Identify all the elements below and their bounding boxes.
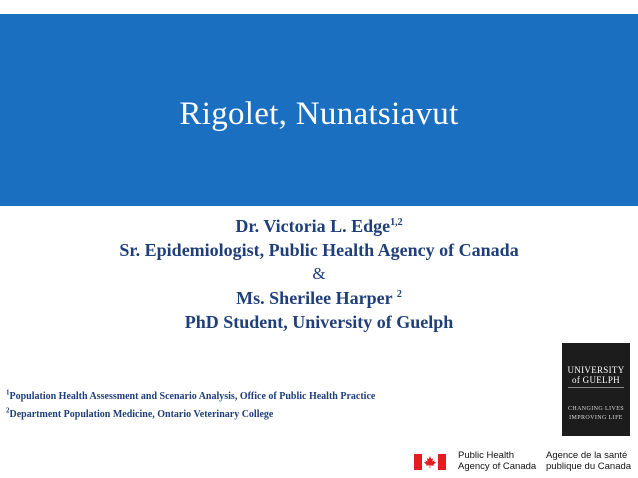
author1-line bbox=[0, 214, 638, 238]
university-of-guelph-logo bbox=[562, 343, 630, 436]
guelph-tag2: IMPROVING LIFE bbox=[569, 415, 623, 421]
phac-en-line1: Public Health bbox=[458, 450, 514, 461]
author2-role: PhD Student, University of Guelph bbox=[184, 312, 454, 332]
footnote-2-text: Department Population Medicine, Ontario Veterinary College bbox=[9, 409, 274, 420]
phac-fr-line2: publique du Canada bbox=[546, 461, 632, 472]
slide-title: Rigolet, Nunatsiavut bbox=[179, 96, 459, 132]
guelph-tagline bbox=[562, 405, 630, 423]
author1-role: Sr. Epidemiologist, Public Health Agency of Canada bbox=[119, 240, 519, 260]
footnotes bbox=[6, 388, 375, 424]
author2-superscript: 2 bbox=[396, 289, 402, 300]
canada-flag-icon bbox=[414, 454, 446, 470]
author2-name: Ms. Sherilee Harper bbox=[236, 288, 393, 308]
phac-en-line2: Agency of Canada bbox=[458, 461, 537, 472]
footnote-1-number: 1 bbox=[6, 388, 10, 397]
author2-line bbox=[0, 286, 638, 310]
footnote-2-number: 2 bbox=[6, 406, 10, 415]
author1-name: Dr. Victoria L. Edge bbox=[235, 216, 391, 236]
footnote-1-text: Population Health Assessment and Scenario Analysis, Office of Public Health Practice bbox=[9, 391, 376, 402]
guelph-divider bbox=[568, 387, 624, 388]
guelph-tag1: CHANGING LIVES bbox=[567, 406, 625, 412]
guelph-wordmark bbox=[562, 365, 630, 385]
phac-french-name bbox=[546, 450, 631, 472]
phac-fr-line1: Agence de la santé bbox=[546, 450, 628, 461]
guelph-line2: of GUELPH bbox=[572, 375, 620, 385]
top-strip bbox=[0, 0, 638, 14]
author-block bbox=[0, 214, 638, 334]
phac-logo bbox=[414, 448, 634, 474]
footnote-2 bbox=[6, 406, 375, 424]
ampersand: & bbox=[312, 264, 326, 283]
footnote-1 bbox=[6, 388, 375, 406]
phac-english-name bbox=[458, 450, 536, 472]
guelph-line1: UNIVERSITY bbox=[567, 365, 625, 375]
author1-superscript: 1,2 bbox=[390, 217, 403, 228]
